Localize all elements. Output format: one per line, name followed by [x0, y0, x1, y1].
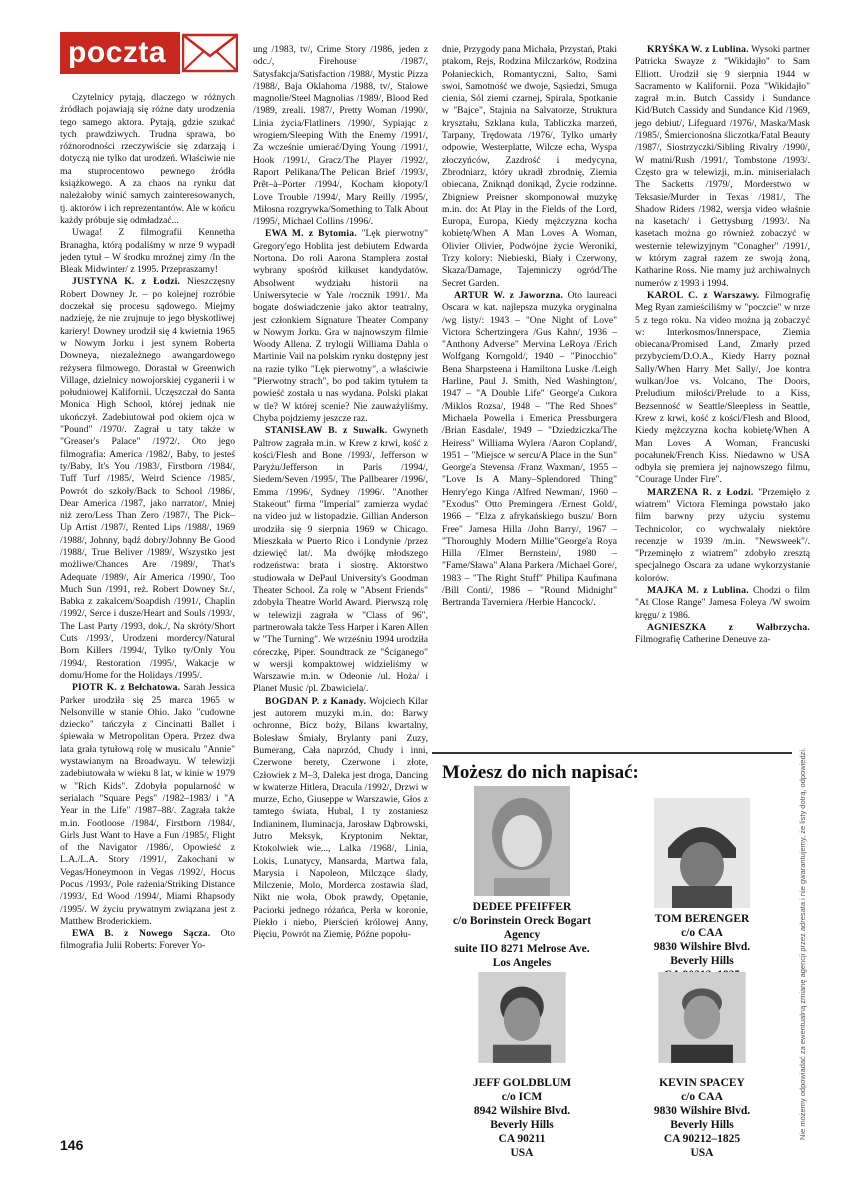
- contact-line: 8942 Wilshire Blvd.: [473, 1105, 571, 1117]
- letter-text: "Lęk pierwotny" Gregory'ego Hoblita jest debiutem Edwarda Nortona. Do roli Aarona Stamplera został wybrany spośród kilkuset kandydatów. Absolwent wydziału historii na Uniwersytecie w Yale /rocznik 1991/. Ma bogate doświadczenie jako aktor teatralny, jest członkiem Signature Theater Company w Nowym Jorku. Gra w najnowszym filmie Woody Allena. Z trylogii Williama Dahla o Martinie Vail na polskim rynku dostępny jest na razie tylko "Lęk pierwotny", a właściwie "Pierwotny strach", bo pod takim tytułem ta powieść została u nas wydana. Polski plakat w tle? W której scenie? Nie zauważyliśmy. Chyba pojdziemy jeszcze raz.: [253, 228, 428, 424]
- letter-paragraph: [635, 290, 810, 487]
- letter-paragraph: [60, 928, 235, 953]
- letter-paragraph: [253, 425, 428, 696]
- portrait-photo: [654, 972, 750, 1072]
- contact-dedee-pfeiffer: [432, 786, 612, 984]
- side-disclaimer: [798, 747, 812, 1140]
- letter-paragraph: [635, 585, 810, 622]
- letter-text: Wysoki partner Patricka Swayze z "Wikidajło" to Sam Elliott. Urodził się 9 sierpnia 1944 w Sacramento w Kalifornii. Poza "Wikidajło" zagrał m.in. Butch Cassidy i Sundance Kid/Butch Cassidy and Sundance Kid /1969, jego debiut/, Lifeguard /1976/, Maska/Mask /1985/, Śmiercionośna śliczotka/Fatal Beauty /1987/, Siostrzyczki/Sibling Rivalry /1990/, W matni/Rush /1991/, Tombstone /1993/. Często gra w telewizji, m.in. miniserialach The Sacketts /1979/, Morderstwo w Teksasie/Murder in Texas /1981/, The Shadow Riders /1982, wersja video właśnie na kasetach/ i Gettysburg /1993/. Na kasetach można go również zobaczyć w westernie telewizyjnym "Conagher" /1991/, w którym zagrał razem ze swoją żoną, Katharine Ross. Nie mamy już archiwalnych numerów z 1993 i 1994.: [635, 44, 810, 289]
- contact-line: USA: [690, 1147, 714, 1159]
- letter-text: ung /1983, tv/, Crime Story /1986, jeden z odc./, Firehouse /1987/, Satysfakcja/Satisfaction /1988/, Mystic Pizza /1988/, Baja Oklahoma /1988, tv/, Stalowe magnolie/Steel Magnolias /1989/, Blood Red /1989, zreali. 1987/, Pretty Woman /1990/, Linia życia/Flatliners /1990/, Sypiając z wrogiem/Sleeping With the Enemy /1991/, Za wcześnie umierać/Dying Young /1991/, Hook /1991/, Gracz/The Player /1992/, Raport Pelikana/The Pelican Brief /1993/, Prêt–à–Porter /1994/, Kocham kłopoty/I Love Trouble /1994/, Mary Reilly /1995/, Miłosna rozgrywka/Something to Talk About /1995/, Michael Collins /1996/.: [253, 44, 428, 228]
- contact-line: Beverly Hills: [670, 955, 734, 967]
- letter-text: Uwaga! Z filmografii Kennetha Branagha, którą podaliśmy w nrze 9 wypadł jeden tytuł – W środku mroźnej zimy /In the Bleak Midwinter/ z 1995. Przepraszamy!: [60, 227, 235, 276]
- letter-paragraph: [635, 622, 810, 647]
- letter-text: Oto laureaci Oscara w kat. najlepsza muzyka oryginalna /wg listy/: 1943 – "One Night of Love" Victora Schertzingera /Gus Kahn/, 1936 – "Anthony Adverse" Mervina LeRoya /Erich Wolfgang Korngold/, 1940 – "Pinocchio" Bena Sharpsteena i Hamiltona Luske /Leigh Harline, Paul J. Smith, Ned Washington/, 1947 – "A Double Life" George'a Cukora /Miklos Rozsa/, 1948 – "The Red Shoes" Michaela Powella i Emerica Pressburgera /Brian Easdale/, 1949 – "Dziedziczka/The Heiress" Williama Wylera /Aaron Copland/, 1951 – "Miejsce w sercu/A Place in the Sun" George'a Stevensa /Franz Waxman/, 1955 – "Love Is A Many–Splendored Thing" Henry'ego Kinga /Alfred Newman/, 1960 – "Exodus" Otto Premingera /Ernest Gold/, 1966 – "Elza z afrykańskiego buszu/ Born Free" Jamesa Hilla /John Barry/, 1967 – "Thoroughly Modern Millie"George'a Roya Hilla /Elmer Bernstein/, 1980 – "Fame/Sława" Alana Parkera /Michael Gore/, 1983 – "The Right Stuff" Philipa Kaufmana /Bill Conti/, 1986 – "Round Midnight" Bertranda Taverniera /Herbie Hancock/.: [442, 289, 617, 609]
- contact-line: JEFF GOLDBLUM: [472, 1077, 572, 1089]
- letter-sender: JUSTYNA K. z Łodzi.: [72, 276, 181, 288]
- letter-text: Gwyneth Paltrow zagrała m.in. w Krew z krwi, kość z kości/Flesh and Bone /1993/, Jefferson w Paryżu/Jefferson in Paris /1994/, Siedem/Seven /1995/, The Pallbearer /1996/, Emma /1996/, Sydney /1996/. "Another Stakeout" firma "Imperial" zamierza wydać na video już w listopadzie. Gillian Anderson urodziła się 9 sierpnia 1969 w Chicago. Mieszkała w Puerto Rico i Londynie /przez dziewięć lat/. Ma dwójkę młodszego rodzeństwa: brata i siostrę. Aktorstwo studiowała w DePaul University's Goodman Theater School. Za rolę w "Absent Friends" zdobyła Theatre World Award. Pierwszą rolę w telewizji zagrała w "Class of 96", partnerowała także Tess Harper i Karen Allen w "The Turning". We wrześniu 1994 urodziła córeczkę, Piper. Soundtrack ze "Ściganego" w wersji kompaktowej widzieliśmy w Warszawie m.in. w Odeonie /ul. Hoża/ i Planet Music /pl. Zbawiciela/.: [253, 425, 428, 695]
- letter-sender: BOGDAN P. z Kanady.: [265, 695, 367, 707]
- column-4: [635, 44, 810, 647]
- contact-line: Beverly Hills: [670, 1119, 734, 1131]
- contact-line: USA: [510, 1147, 534, 1159]
- contacts-box: [432, 752, 792, 1159]
- contact-line: CA 90211: [498, 1133, 546, 1145]
- letter-sender: STANISŁAW B. z Suwałk.: [265, 425, 388, 437]
- column-1: [60, 92, 235, 953]
- contacts-title: Możesz do nich napisać:: [442, 762, 639, 783]
- contact-line: Los Angeles: [492, 957, 552, 969]
- contact-kevin-spacey: [612, 972, 792, 1160]
- letter-paragraph: [253, 228, 428, 425]
- letter-text: Nieszczęsny Robert Downey Jr. – po kolejnej rozróbie doczekał się procesu sądowego. Miejmy nadzieję, że nie zrujnuje to jego błyskotliwej kariery! Downey urodził się 4 kwietnia 1965 w Nowym Jorku i jest synem Roberta Downeya, niezależnego awangardowego reżysera filmowego. Dorastał w Greenwich Village, dzielnicy nowojorskiej cyganerii i w południowej Kalifornii. Uczęszczał do Santa Monica High School, której jednak nie ukończył. Zadebiutował pod okiem ojca w "Pound" /1970/. Zagrał u taty także w "Greaser's Palace" /1972/. Oto jego filmografia: America /1982/, Baby, to jesteś ty/Baby, It's You /1983/, Firstborn /1984/, Tuff Turf /1985/, Weird Science /1985/, Powrót do szkoły/Back to School /1986/, Dear America /1987, jako narrator/, Mniej niż zero/Less Than Zero /1987/, The Pick–Up Artist /1987/, Rented Lips /1988/, 1969 /1988/, Johnny, bądź dobry/Johnny Be Good /1988/, True Beliver /1989/, Wszystko jest możliwe/Chances Are /1989/, That's Adequate /1989/, Air America /1990/, Too Much Sun /1991, reż. Robert Downey Sr./, Babka z zakalcem/Soapdish /1991/, Chaplin /1992/, Serce i dusze/Heart and Souls /1993/, The Last Party /1993, dok./, Na skróty/Short Cuts /1993/, Urodzeni mordercy/Natural Born Killers /1994/, Tylko ty/Only You /1994/, Restoration /1995/, Wakacje w domu/Home for the Holidays /1995/.: [60, 276, 235, 681]
- letter-text: Oto filmografia Julii Roberts: Forever Yo-: [60, 928, 235, 952]
- contact-line: Beverly Hills: [490, 1119, 554, 1131]
- contact-line: suite IIO 8271 Melrose Ave.: [454, 943, 590, 955]
- contact-tom-berenger: [612, 798, 792, 996]
- contact-line: c/o CAA: [681, 1091, 723, 1103]
- portrait-photo: [654, 798, 750, 908]
- page-number: 146: [60, 1137, 84, 1153]
- letter-paragraph: [253, 44, 428, 228]
- contact-line: KEVIN SPACEY: [659, 1077, 745, 1089]
- contact-line: Agency: [503, 929, 541, 941]
- letter-paragraph: [60, 92, 235, 227]
- letter-sender: KRYŚKA W. z Lublina.: [647, 44, 749, 55]
- envelope-icon: [182, 32, 238, 74]
- section-title-box: [60, 32, 180, 74]
- section-header: [60, 32, 235, 74]
- letter-paragraph: [442, 290, 617, 610]
- portrait-photo: [474, 786, 570, 896]
- letter-text: Chodzi o film "At Close Range" Jamesa Foleya /W swoim kręgu/ z 1986.: [635, 585, 810, 621]
- column-3: [442, 44, 617, 610]
- contact-line: c/o CAA: [681, 927, 723, 939]
- letter-sender: ARTUR W. z Jaworzna.: [454, 289, 564, 301]
- contact-line: TOM BERENGER: [654, 913, 750, 925]
- letter-sender: MARZENA R. z Łodzi.: [647, 486, 754, 498]
- letter-text: dnie, Przygody pana Michała, Przystań, Ptaki ptakom, Rejs, Rodzina Milczarków, Rodzina Połanieckich, Romantyczni, Salto, Sami swoi, Samotność we dwoje, Sąsiedzi, Smuga cienia, Sól ziemi czarnej, Spirala, Spotkanie w "Bajce", Stajnia na Salvatorze, Struktura kryształu, Szklana kula, Tabliczka marzeń, Tarpany, Trędowata /1976/, Tylko umarły odpowie, Westerplatte, Wilcze echa, Wyspa złoczyńców, Zazdrość i medycyna, Zbrodniarz, który ukradł zbrodnię, Ziemia obiecana, Zniknąd donikąd, Życie rodzinne. Zbigniew Preisner skomponował muzykę m.in. do: At Play in the Fields of the Lord, Europa, Europa, Kiedy mężczyzna kocha kobietę/When A Man Loves A Woman, Olivier Olivier, Podwójne życie Weroniki, Trzy kolory: Niebieski, Biały i Czerwony, Skaza/Damage, Tajemniczy ogród/The Secret Garden.: [442, 44, 617, 289]
- letter-text: Czytelnicy pytają, dlaczego w różnych źródłach pojawiają się różne daty urodzenia tego samego aktora. Pytają, gdzie szukać tych prawdziwych. Trudna sprawa, bo różnorodności rzeczywiście się zdarzają i dotyczą nie tylko dat urodzeń. Właściwie nie ma stuprocentowo pewnego źródła książkowego. A za chaos na rynku dat należałoby winić samych zainteresowanych, tj. aktorów i ich reprezentantów. Ale w końcu każdy próbuje się odmładzać...: [60, 92, 235, 226]
- contact-line: c/o ICM: [501, 1091, 543, 1103]
- contact-line: c/o Borinstein Oreck Bogart: [452, 915, 592, 927]
- contact-line: DEDEE PFEIFFER: [472, 901, 572, 913]
- section-title: poczta: [68, 36, 167, 69]
- column-2: [253, 44, 428, 942]
- letter-text: Sarah Jessica Parker urodziła się 25 marca 1965 w Nelsonville w stanie Ohio. Jako "cudowne dziecko" tańczyła z Cincinatti Ballet i śpiewała w Metropolitan Opera. Przez dwa lata grała tytułową rolę w musicalu "Annie" wystawianym na Broadwayu. W telewizji zadebiutowała w wieku 8 lat, w kinie w 1979 w "Rich Kids". Zdobyła popularność w serialach "Square Pegs" /1982–1983/ i "A Year in the Life" /1987–88/. Zagrała także m.in. Footloose /1984/, Firstborn /1984/, Girls Just Want to Have a Fun /1985/, Flight of the Navigator /1986/, Opowieść z L.A./L.A. Story /1991/, Zakochani w Vegas/Honeymoon in Vegas /1992/, Hocus Pocus /1993/, Pole rażenia/Striking Distance /1993/, Ed Wood /1994/, Miami Rhapsody /1995/. W życiu prywatnym związana jest z Matthew Broderickiem.: [60, 682, 235, 927]
- letter-text: Filmografię Catherine Deneuve za-: [635, 634, 771, 646]
- letter-paragraph: [635, 44, 810, 290]
- letter-sender: MAJKA M. z Lublina.: [647, 585, 749, 597]
- letter-sender: EWA M. z Bytomia.: [265, 228, 357, 240]
- letter-paragraph: [60, 682, 235, 928]
- letter-paragraph: [60, 276, 235, 682]
- letter-sender: PIOTR K. z Bełchatowa.: [72, 682, 181, 694]
- portrait-photo: [474, 972, 570, 1072]
- side-disclaimer-text: Nie możemy odpowiadać za ewentualną zmianę agencji przez adresata i nie gwarantujemy, że listy dotrą, odpowiedzi.: [798, 747, 807, 1140]
- letter-paragraph: [253, 696, 428, 942]
- letter-sender: EWA B. z Nowego Sącza.: [72, 928, 211, 940]
- contact-line: 9830 Wilshire Blvd.: [653, 941, 751, 953]
- letter-sender: AGNIESZKA z Wałbrzycha.: [647, 621, 810, 633]
- letter-text: Filmografię Meg Ryan zamieściliśmy w "poczcie" w nrze 5 z tego roku. Na video można ją zobaczyć w: Interkosmos/Innerspace, Ziemia obiecana/Promised Land, Zmarły przed przybyciem/D.O.A., Kiedy Harry poznał Sally/When Harry Met Sally/, Joe kontra wulkan/Joe vs. Volcano, The Doors, Preludium miłości/Prelude to a Kiss, Bezsenność w Seattle/Sleepless in Seattle, Krew z krwi, kość z kości/Flesh and Blood, Kiedy mężczyzna kocha kobietę/When A Man Loves A Woman, Francuski pocałunek/French Kiss. Niedawno w USA odbyła się premiera jej najnowszego filmu, "Courage Under Fire".: [635, 289, 810, 486]
- letter-paragraph: [442, 44, 617, 290]
- letter-text: Wojciech Kilar jest autorem muzyki m.in. do: Barwy ochronne, Bicz boży, Bilans kwartalny, Bolesław Śmiały, Brylanty pani Zuzy, Bumerang, Cała naprzód, Chudy i inni, Czerwone berety, Czerwone i złote, Człowiek z M–3, Daleka jest droga, Dancing w kwaterze Hitlera, Dracula /1992/, Drzwi w murze, Echo, Giuseppe w Warszawie, Głos z tamtego świata, Hubal, I ty zostaniesz Indianinem, Iluminacja, Jarosław Dąbrowski, Jutro Meksyk, Kryptonim Nektar, Ktokolwiek wie..., Lalka /1968/, Linia, Lokis, Lunatycy, Mansarda, Martwa fala, Marysia i Napoleon, Milczące ślady, Milczenie, Molo, Morderca zostawia ślad, Nikt nie woła, Obok prawdy, Opętanie, Paciorki jednego różańca, Perła w koronie, Piekło i niebo, Pierścień królowej Anny, Pięciu, Powrót na Ziemię, Późne popołu-: [253, 695, 428, 941]
- letter-sender: KAROL C. z Warszawy.: [647, 289, 760, 301]
- letter-paragraph: [635, 487, 810, 585]
- letter-text: "Przemięło z wiatrem" Victora Fleminga powstało jako film barwny przy użyciu systemu Technicolor, co wychwalały niektóre recenzje w 1939 /m.in. "Newsweek"/. "Przeminęło z wiatrem" zdobyło zresztą specjalnego Oscara za udane wykorzystanie kolorów.: [635, 486, 810, 584]
- contact-line: CA 90212–1825: [663, 1133, 741, 1145]
- contact-line: 9830 Wilshire Blvd.: [653, 1105, 751, 1117]
- letter-paragraph: [60, 227, 235, 276]
- contact-jeff-goldblum: [432, 972, 612, 1160]
